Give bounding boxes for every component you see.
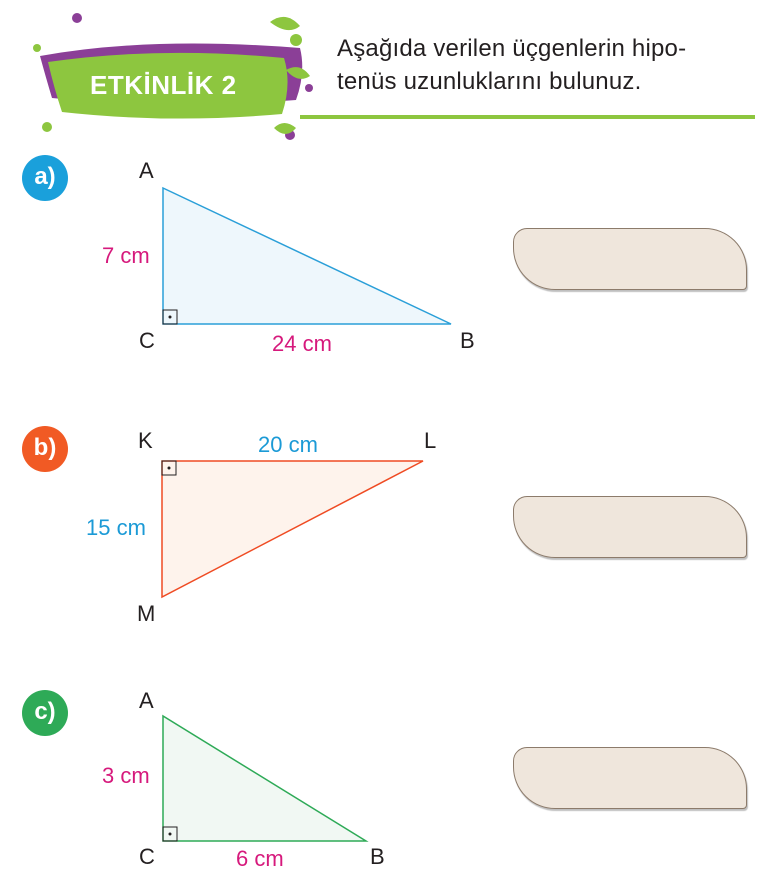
- leg-c-vertical: 3 cm: [102, 763, 150, 788]
- leg-c-horizontal: 6 cm: [236, 846, 284, 871]
- vertex-a-top: A: [139, 158, 154, 183]
- triangle-c-shape: [163, 716, 366, 841]
- badge-b: b): [22, 426, 68, 472]
- vertex-c-top: A: [139, 688, 154, 713]
- leg-a-vertical: 7 cm: [102, 243, 150, 268]
- vertex-c-end: B: [370, 844, 385, 869]
- instruction-line-1: Aşağıda verilen üçgenlerin hipo-: [337, 35, 687, 62]
- leg-b-horizontal: 20 cm: [258, 432, 318, 457]
- vertex-b-bottom: M: [137, 601, 156, 626]
- answer-box-c[interactable]: [513, 747, 747, 809]
- instruction-line-2: tenüs uzunluklarını bulunuz.: [337, 68, 642, 95]
- leg-b-vertical: 15 cm: [86, 515, 146, 540]
- badge-c: c): [22, 690, 68, 736]
- vertex-c-corner: C: [139, 844, 155, 869]
- badge-a: a): [22, 155, 68, 201]
- right-angle-dot-c: [169, 833, 172, 836]
- vertex-a-end: B: [460, 328, 475, 353]
- leg-a-horizontal: 24 cm: [272, 331, 332, 356]
- vertex-b-end: L: [424, 428, 437, 453]
- vertex-b-corner: K: [138, 428, 153, 453]
- activity-label: ETKİNLİK 2: [90, 70, 237, 100]
- vertex-a-corner: C: [139, 328, 155, 353]
